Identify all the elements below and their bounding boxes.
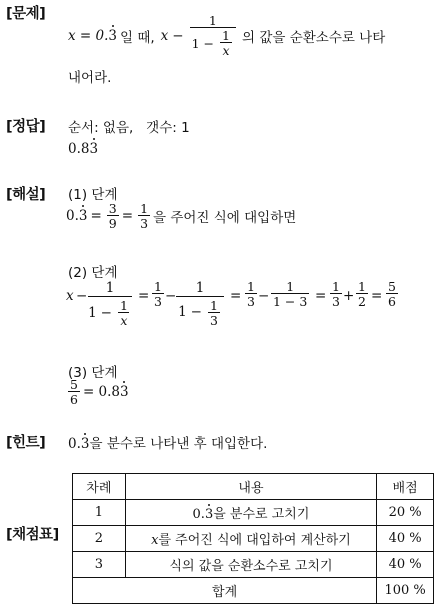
expr-fraction-denominator (190, 27, 236, 57)
answer-line2 (68, 141, 98, 157)
hint-label: [힌트] (6, 435, 46, 451)
step1-fraction-1: $\frac{3}{9}$ (108, 201, 117, 232)
inner-num: 1 (222, 28, 230, 44)
problem-line1-post: 의 값을 순환소수로 나타 (241, 29, 386, 46)
step1-eq2: = (121, 208, 134, 225)
expr-fraction-numerator: 1 (208, 13, 217, 28)
solution-label: [해설] (6, 187, 46, 203)
step1-post: 을 주어진 식에 대입하면 (153, 210, 297, 227)
step3-fraction: $\frac{5}{6}$ (70, 377, 78, 408)
answer-decimal: 0.8 (68, 141, 90, 157)
repeat-digit: 3 (80, 436, 90, 452)
header-order: 차례 (73, 474, 126, 500)
problem-line1 (68, 14, 385, 57)
step3-expression (66, 378, 132, 406)
step3-result: = 0.83 (82, 384, 129, 401)
step2-title: (2) 단계 (68, 265, 118, 281)
table-header-row (73, 474, 434, 500)
expr-x: x (160, 27, 169, 44)
problem-line2: 내어라. (68, 70, 112, 86)
step2-term2: 1 1 − $\frac{1}{3}$ (176, 280, 224, 327)
problem-label: [문제] (6, 6, 46, 22)
problem-x-eq: x = 0. (68, 27, 109, 44)
step1-eq1: = (90, 208, 102, 225)
answer-label: [정답] (6, 119, 46, 135)
step1-title: (1) 단계 (68, 187, 118, 203)
inner-fraction (220, 29, 232, 57)
inner-den: x (222, 43, 230, 59)
repeat-digit: 3 (89, 141, 99, 157)
hint-text: 0.3을 분수로 나타낸 후 대입한다. (68, 436, 268, 452)
grading-table (72, 473, 434, 604)
step3-title: (3) 단계 (68, 365, 118, 381)
expr-minus: − (172, 27, 184, 44)
step1-fraction-2: $\frac{1}{3}$ (140, 201, 149, 232)
step1-expression (66, 202, 299, 230)
repeat-digit: 3 (204, 507, 214, 522)
answer-line1: 순서: 없음, 갯수: 1 (68, 120, 190, 136)
step2-term1: 1 1 − $\frac{1}{x}$ (88, 280, 132, 327)
den-one: 1 (191, 35, 200, 51)
repeat-digit: 3 (108, 27, 117, 44)
grading-label: [채점표] (6, 527, 59, 543)
repeat-digit: 3 (78, 208, 88, 225)
total-label: 합계 (73, 578, 377, 604)
header-score: 배점 (377, 474, 434, 500)
total-score: 100 % (377, 578, 434, 604)
header-content: 내용 (125, 474, 376, 500)
expr-fraction (190, 14, 236, 57)
table-row: 3 식의 값을 순환소수로 고치기 40 % (73, 552, 434, 578)
step2-expression: x − 1 1 − $\frac{1}{x}$ = $\frac{1}{3}$ − 1 1 − $\frac{1}{3}$ = $\frac{1}{3}$ − $\frac{1}{1 - 3}$ = $\frac{1}{3}$ + $\frac{1}{2}$ = $\frac{5}{6}$ (66, 279, 396, 329)
table-row: 2 x를 주어진 식에 대입하여 계산하기 40 % (73, 526, 434, 552)
problem-line1-mid: 일 때, (119, 29, 155, 46)
repeat-digit: 3 (120, 384, 129, 401)
table-total-row (73, 578, 434, 604)
step1-decimal: 0.3 (66, 208, 88, 225)
den-minus: − (203, 35, 215, 51)
table-row: 1 0.3을 분수로 고치기 20 % (73, 500, 434, 526)
